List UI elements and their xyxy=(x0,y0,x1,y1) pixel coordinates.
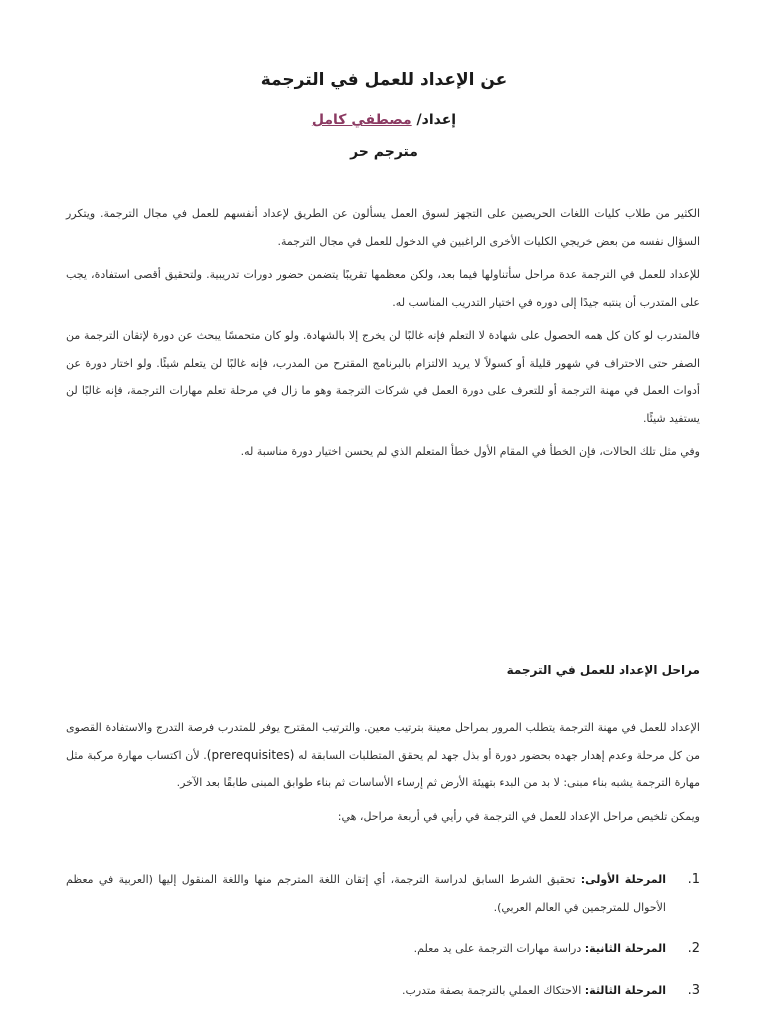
stages-intro-section xyxy=(66,714,700,836)
author-name-link[interactable]: مصطفي كامل xyxy=(311,112,412,128)
prerequisites-term: (prerequisites) xyxy=(206,747,295,762)
author-prefix: إعداد/ xyxy=(411,112,457,128)
stages-paragraph-part: . لأن اكتساب مهارة مركبة مثل مهارة الترجمة يشبه بناء مبنى: لا بد من البدء بتهيئة الأرض ثم إرساء الأساسات ثم بناء طوابق المبنى طابقًا بعد الآخر. xyxy=(66,748,700,789)
stages-paragraph-part: الإعداد للعمل في مهنة الترجمة يتطلب المرور بمراحل معينة بترتيب معين. والترتيب المقترح يوفر للمتدرب فرصة التدرج والاستفادة القصوى من كل مرحلة وعدم إهدار جهده بحضور دورة أو بذل جهد لم يحقق المتطلبات السابقة له xyxy=(66,721,700,762)
list-item-text xyxy=(66,935,666,963)
list-item xyxy=(66,866,700,921)
list-item-number: 2. xyxy=(687,941,700,956)
stages-list xyxy=(66,866,700,1018)
intro-section xyxy=(66,200,700,472)
list-item-number: 1. xyxy=(687,872,700,887)
stage-label: المرحلة الأولى: xyxy=(580,873,666,886)
author-role: مترجم حر xyxy=(350,144,418,160)
stages-summary-paragraph: ويمكن تلخيص مراحل الإعداد للعمل في الترجمة في رأيي في أربعة مراحل، هي: xyxy=(337,809,700,823)
section-heading: مراحل الإعداد للعمل في الترجمة xyxy=(506,663,700,677)
intro-paragraph: وفي مثل تلك الحالات، فإن الخطأ في المقام الأول خطأ المتعلم الذي لم يحسن اختيار دورة مناسبة له. xyxy=(240,445,700,458)
list-item-number: 3. xyxy=(687,982,700,998)
stage-description: دراسة مهارات الترجمة على يد معلم. xyxy=(413,942,585,955)
list-item xyxy=(66,977,700,1005)
stage-label: المرحلة الثانية: xyxy=(584,942,666,955)
author-line xyxy=(0,112,768,128)
intro-paragraph: الكثير من طلاب كليات اللغات الحريصين على التجهز لسوق العمل يسألون عن الطريق لإعداد أنفسهم للعمل في مجال الترجمة. ويتكرر السؤال نفسه من بعض خريجي الكليات الأخرى الراغبين في الدخول للعمل في مجال الترجمة. xyxy=(66,207,700,248)
stage-label: المرحلة الثالثة: xyxy=(584,983,666,997)
intro-paragraph: للإعداد للعمل في الترجمة عدة مراحل سأتناولها فيما بعد، ولكن معظمها تقريبًا يتضمن حضور دورات تدريبية. ولتحقيق أقصى استفادة، يجب على المتدرب أن ينتبه جيدًا إلى دوره في اختيار التدريب المناسب له. xyxy=(66,268,700,309)
list-item xyxy=(66,935,700,963)
stages-paragraph xyxy=(66,714,700,797)
list-item-text xyxy=(66,977,666,1005)
document-title: عن الإعداد للعمل في الترجمة xyxy=(260,70,508,90)
list-item-text xyxy=(66,866,666,921)
stage-description: الاحتكاك العملي بالترجمة بصفة متدرب. xyxy=(402,983,585,997)
stage-description: تحقيق الشرط السابق لدراسة الترجمة، أي إتقان اللغة المترجم منها واللغة المنقول إليها (العربية في معظم الأحوال للمترجمين في العالم العربي). xyxy=(66,873,666,914)
intro-paragraph: فالمتدرب لو كان كل همه الحصول على شهادة لا التعلم فإنه غالبًا لن يخرج إلا بالشهادة. ولو كان متحمسًا يبحث عن دورة لإتقان الترجمة من الصفر حتى الاحتراف في شهور قليلة أو كسولاً لا يريد الالتزام بالبرنامج المقترح من المدرب، فإنه غالبًا لن يتعلم شيئًا. ولو اختار دورة عن أدوات العمل في مهنة الترجمة أو للتعرف على دورة العمل في شركات الترجمة وهو ما زال في مرحلة تعلم مهارات الترجمة، فإنه غالبًا لن يستفيد شيئًا. xyxy=(66,329,700,425)
